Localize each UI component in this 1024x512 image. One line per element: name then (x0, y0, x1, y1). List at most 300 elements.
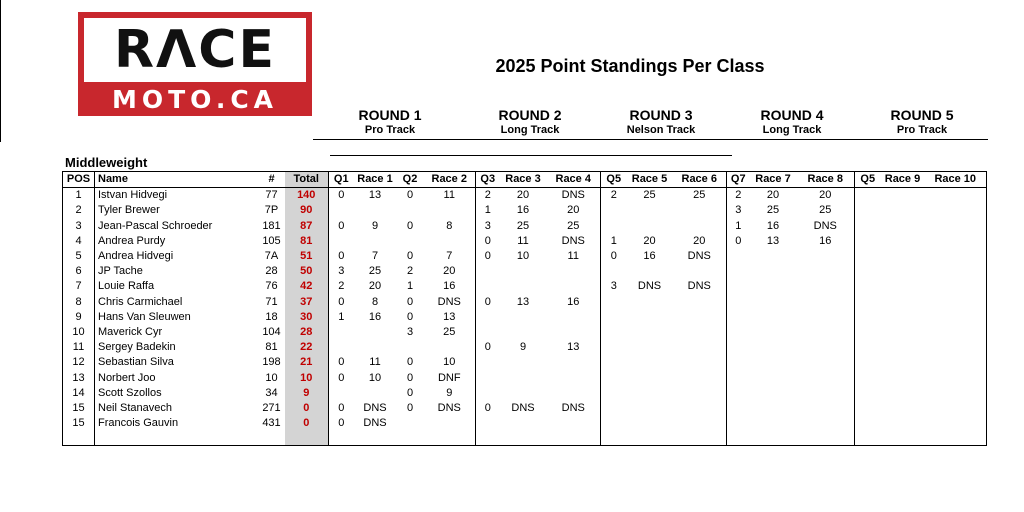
table-cell (329, 234, 354, 249)
table-cell: DNS (511, 401, 535, 414)
table-cell: 3 (75, 219, 82, 232)
total-cell: 87 (285, 219, 329, 234)
table-cell (727, 355, 750, 370)
table-cell (750, 340, 797, 355)
table-row (63, 325, 987, 340)
column-header: Race 4 (547, 172, 601, 188)
logo-top-panel (84, 18, 306, 82)
table-cell (601, 355, 627, 370)
table-cell: 20 (819, 189, 832, 202)
table-cell (627, 310, 673, 325)
table-cell (925, 325, 987, 340)
table-cell: 5 (75, 250, 82, 263)
table-cell (881, 234, 925, 249)
table-cell (476, 386, 500, 401)
table-cell (855, 310, 881, 325)
table-cell (476, 416, 500, 431)
table-cell (500, 370, 547, 385)
table-cell: 28 (265, 265, 278, 278)
table-cell (547, 416, 601, 431)
table-cell: 0 (476, 234, 500, 249)
table-cell (601, 386, 627, 401)
table-cell (750, 295, 797, 310)
table-cell (627, 416, 673, 431)
page-title: 2025 Point Standings Per Class (495, 56, 765, 76)
table-cell: DNS (687, 280, 711, 293)
round-header-divider (313, 139, 988, 140)
table-cell: 0 (329, 188, 354, 204)
rider-name-cell: Sergey Badekin (95, 340, 259, 355)
column-header: Race 10 (925, 172, 987, 188)
table-cell: 16 (368, 310, 382, 323)
table-cell: DNS (561, 189, 585, 202)
round-track: Long Track (500, 124, 560, 136)
table-row (63, 279, 987, 294)
table-cell: 0 (406, 219, 414, 232)
total-cell: 9 (285, 386, 329, 401)
table-cell (727, 401, 750, 416)
table-cell: 16 (567, 295, 580, 308)
round-track: Long Track (762, 124, 822, 136)
table-cell (925, 340, 987, 355)
table-cell (797, 370, 855, 385)
table-cell (329, 340, 354, 355)
table-cell: 20 (443, 265, 456, 278)
total-cell: 81 (285, 234, 329, 249)
table-cell: 0 (476, 401, 500, 416)
table-cell: 0 (406, 295, 414, 308)
table-cell: DNS (813, 219, 837, 232)
table-cell: 16 (443, 280, 456, 293)
table-cell: 10 (72, 325, 85, 338)
table-cell: 16 (643, 250, 656, 263)
table-cell (925, 355, 987, 370)
table-cell: 7P (264, 204, 279, 217)
table-cell (627, 431, 673, 446)
table-cell (329, 386, 354, 401)
table-cell (547, 325, 601, 340)
column-header: Race 5 (627, 172, 673, 188)
table-cell (354, 386, 397, 401)
table-row (63, 295, 987, 310)
table-cell (547, 310, 601, 325)
table-cell (601, 295, 627, 310)
table-row (63, 416, 987, 431)
round-track: Pro Track (896, 124, 948, 136)
table-cell: 2 (727, 188, 750, 204)
table-cell: 8 (446, 219, 453, 232)
rider-name-cell: Istvan Hidvegi (95, 188, 259, 204)
table-cell: 11 (517, 234, 529, 247)
table-cell (925, 416, 987, 431)
table-cell: 14 (72, 386, 85, 399)
table-cell (750, 279, 797, 294)
table-cell: 13 (766, 234, 780, 247)
table-cell (397, 203, 424, 218)
table-cell: 34 (265, 386, 278, 399)
table-cell: 2 (476, 188, 500, 204)
table-cell: 0 (406, 356, 414, 369)
table-cell (925, 203, 987, 218)
table-cell (797, 401, 855, 416)
table-cell: 1 (75, 189, 82, 202)
table-cell (925, 234, 987, 249)
table-cell (925, 188, 987, 204)
table-cell: DNS (561, 401, 585, 414)
column-header: Q5 (855, 172, 881, 188)
table-cell (855, 249, 881, 264)
table-cell: 25 (516, 219, 530, 232)
table-cell (627, 340, 673, 355)
total-cell: 37 (285, 295, 329, 310)
total-cell: 28 (285, 325, 329, 340)
table-cell (750, 249, 797, 264)
rider-name-cell: Louie Raffa (95, 279, 259, 294)
table-cell (855, 203, 881, 218)
round-track: Nelson Track (626, 124, 696, 136)
table-cell (881, 295, 925, 310)
table-cell: 13 (368, 189, 382, 202)
table-cell (727, 264, 750, 279)
table-cell (601, 203, 627, 218)
table-cell: 0 (476, 295, 500, 310)
table-cell: 8 (371, 295, 379, 308)
table-cell (500, 386, 547, 401)
table-cell (673, 203, 727, 218)
table-cell (673, 310, 727, 325)
table-cell: 7 (371, 250, 379, 263)
rider-name-cell: Sebastian Silva (95, 355, 259, 370)
table-cell (500, 264, 547, 279)
table-cell: 2 (329, 279, 354, 294)
table-row (63, 355, 987, 370)
table-cell (925, 295, 987, 310)
table-cell (627, 325, 673, 340)
table-cell: 16 (516, 204, 530, 217)
race-moto-logo (78, 12, 312, 116)
table-cell (881, 279, 925, 294)
table-cell (925, 264, 987, 279)
round-name: ROUND 2 (498, 107, 562, 123)
table-cell (925, 431, 987, 446)
total-cell: 140 (285, 188, 329, 204)
table-cell (797, 249, 855, 264)
table-cell (547, 386, 601, 401)
table-cell (424, 234, 476, 249)
table-cell: 25 (766, 204, 780, 217)
table-cell (424, 416, 476, 431)
table-cell (727, 279, 750, 294)
table-cell (476, 431, 500, 446)
column-header: Race 3 (500, 172, 547, 188)
table-cell: 76 (265, 280, 278, 293)
table-cell (627, 370, 673, 385)
table-cell (601, 325, 627, 340)
table-cell: 271 (262, 401, 281, 414)
table-cell (750, 386, 797, 401)
table-cell (925, 370, 987, 385)
table-cell: 20 (693, 234, 706, 247)
column-header: Race 6 (673, 172, 727, 188)
table-cell: 7A (264, 250, 279, 263)
total-cell: 30 (285, 310, 329, 325)
table-cell: 13 (567, 341, 580, 354)
table-cell (673, 416, 727, 431)
table-cell (627, 203, 673, 218)
round-1-header (310, 107, 470, 137)
table-cell (500, 416, 547, 431)
table-cell (855, 295, 881, 310)
table-cell (627, 386, 673, 401)
rider-name-cell: Hans Van Sleuwen (95, 310, 259, 325)
table-cell (424, 340, 476, 355)
left-edge-line (0, 0, 1, 142)
table-cell (476, 355, 500, 370)
table-cell: 11 (72, 341, 85, 354)
table-row (63, 188, 987, 204)
table-cell: 198 (262, 356, 281, 369)
table-cell: 104 (262, 325, 281, 338)
table-cell: 0 (476, 249, 500, 264)
table-cell (673, 325, 727, 340)
table-cell (500, 279, 547, 294)
table-cell: 10 (443, 356, 456, 369)
table-cell: 0 (406, 250, 414, 263)
table-cell: 0 (406, 310, 414, 323)
table-spacer-row (63, 431, 987, 446)
table-cell: 431 (262, 417, 281, 430)
column-header: Race 2 (424, 172, 476, 188)
table-cell: 20 (516, 189, 530, 202)
table-cell: 8 (75, 295, 82, 308)
table-cell (727, 340, 750, 355)
table-cell: 2 (75, 204, 82, 217)
table-cell: 0 (329, 249, 354, 264)
table-cell (627, 219, 673, 234)
table-cell: 16 (766, 219, 780, 232)
table-cell (397, 431, 424, 446)
table-cell: DNS (437, 295, 461, 308)
table-cell (881, 370, 925, 385)
column-header: Race 1 (354, 172, 397, 188)
total-cell: 22 (285, 340, 329, 355)
table-cell: 71 (265, 295, 278, 308)
table-cell (424, 431, 476, 446)
table-row (63, 370, 987, 385)
table-cell (500, 325, 547, 340)
table-body (63, 188, 987, 446)
table-cell (547, 264, 601, 279)
table-cell (797, 295, 855, 310)
table-cell (547, 431, 601, 446)
table-cell (727, 370, 750, 385)
table-cell (727, 416, 750, 431)
round-name: ROUND 1 (358, 107, 422, 123)
round-track: Pro Track (364, 124, 416, 136)
table-cell (797, 279, 855, 294)
table-cell (601, 219, 627, 234)
table-cell (397, 234, 424, 249)
rider-name-cell: Andrea Purdy (95, 234, 259, 249)
table-cell (925, 249, 987, 264)
total-cell: 0 (285, 401, 329, 416)
rider-name-cell: Maverick Cyr (95, 325, 259, 340)
table-cell: 105 (262, 234, 281, 247)
table-cell: 25 (443, 325, 456, 338)
table-cell: 4 (75, 234, 82, 247)
table-cell: 1 (329, 310, 354, 325)
table-cell (476, 264, 500, 279)
rider-name-cell: Chris Carmichael (95, 295, 259, 310)
table-cell (925, 386, 987, 401)
rider-name-cell: Jean-Pascal Schroeder (95, 219, 259, 234)
table-cell: 13 (443, 310, 456, 323)
table-row (63, 264, 987, 279)
table-cell (259, 431, 285, 446)
table-cell (476, 279, 500, 294)
table-cell (797, 355, 855, 370)
table-cell (855, 355, 881, 370)
total-cell: 50 (285, 264, 329, 279)
table-cell: DNS (363, 417, 387, 430)
table-cell (673, 295, 727, 310)
column-header: POS (63, 172, 95, 188)
table-cell (855, 325, 881, 340)
table-cell (500, 310, 547, 325)
total-cell: 42 (285, 279, 329, 294)
rider-name-cell: Andrea Hidvegi (95, 249, 259, 264)
logo-wordmark-moto: MOTO.CA (111, 84, 279, 114)
total-cell: 90 (285, 203, 329, 218)
table-cell: 9 (371, 219, 379, 232)
table-cell (95, 431, 259, 446)
table-cell (673, 401, 727, 416)
standings-table (62, 171, 987, 446)
table-cell: 25 (693, 189, 706, 202)
table-cell (329, 203, 354, 218)
table-cell (673, 264, 727, 279)
table-cell: 10 (265, 371, 278, 384)
table-cell (673, 355, 727, 370)
table-cell: 15 (72, 417, 85, 430)
table-cell (855, 370, 881, 385)
table-cell (750, 401, 797, 416)
table-cell: 0 (329, 355, 354, 370)
table-cell: 9 (519, 341, 527, 354)
table-cell: 7 (446, 250, 453, 263)
total-cell: 21 (285, 355, 329, 370)
table-cell (855, 416, 881, 431)
table-cell (750, 325, 797, 340)
table-cell (673, 370, 727, 385)
table-cell (750, 431, 797, 446)
table-cell (855, 234, 881, 249)
table-cell: 11 (443, 189, 455, 202)
table-cell: 1 (727, 219, 750, 234)
table-cell (601, 401, 627, 416)
table-cell: 0 (601, 249, 627, 264)
table-cell (797, 416, 855, 431)
table-cell: DNS (561, 234, 585, 247)
logo-bottom-panel (78, 84, 312, 114)
table-cell: 1 (406, 280, 414, 293)
table-cell (855, 264, 881, 279)
table-cell (673, 386, 727, 401)
table-cell: 16 (819, 234, 832, 247)
table-cell (881, 431, 925, 446)
table-cell: 0 (406, 401, 414, 414)
table-cell (881, 203, 925, 218)
table-cell (601, 264, 627, 279)
rider-name-cell: Francois Gauvin (95, 416, 259, 431)
table-cell (601, 310, 627, 325)
table-row (63, 310, 987, 325)
table-cell: 3 (601, 279, 627, 294)
table-cell (881, 416, 925, 431)
table-cell: 13 (72, 371, 85, 384)
table-cell (354, 203, 397, 218)
total-cell: 51 (285, 249, 329, 264)
table-cell (925, 401, 987, 416)
table-cell (673, 219, 727, 234)
table-cell: 20 (643, 234, 656, 247)
table-cell: 9 (446, 386, 453, 399)
table-cell (476, 310, 500, 325)
table-cell: 0 (406, 371, 414, 384)
table-cell: 25 (819, 204, 832, 217)
table-cell: 3 (329, 264, 354, 279)
table-row (63, 340, 987, 355)
rider-name-cell: Tyler Brewer (95, 203, 259, 218)
table-cell (547, 279, 601, 294)
table-cell: 0 (329, 295, 354, 310)
table-cell: 0 (329, 401, 354, 416)
table-cell: 6 (75, 265, 82, 278)
table-cell: 18 (265, 310, 278, 323)
table-cell (424, 203, 476, 218)
table-cell (627, 401, 673, 416)
table-cell: 20 (567, 204, 580, 217)
column-header: Q2 (397, 172, 424, 188)
round-name: ROUND 4 (760, 107, 824, 123)
table-cell: 0 (727, 234, 750, 249)
table-cell: 0 (329, 370, 354, 385)
column-header: Name (95, 172, 259, 188)
table-cell: 25 (368, 265, 382, 278)
table-cell: 0 (476, 340, 500, 355)
table-cell: 20 (368, 280, 382, 293)
table-header-row (63, 172, 987, 188)
table-cell (750, 310, 797, 325)
table-cell (354, 340, 397, 355)
round-name: ROUND 5 (890, 107, 954, 123)
table-cell: DNF (437, 371, 461, 384)
table-row (63, 386, 987, 401)
rider-name-cell: JP Tache (95, 264, 259, 279)
table-cell (881, 249, 925, 264)
table-cell (881, 310, 925, 325)
table-cell (329, 431, 354, 446)
table-cell (329, 325, 354, 340)
table-cell (881, 219, 925, 234)
table-cell: DNS (363, 401, 387, 414)
column-header: Race 9 (881, 172, 925, 188)
table-cell: 25 (567, 219, 580, 232)
table-cell (476, 370, 500, 385)
table-cell (881, 386, 925, 401)
table-cell (855, 431, 881, 446)
table-cell: 3 (476, 219, 500, 234)
